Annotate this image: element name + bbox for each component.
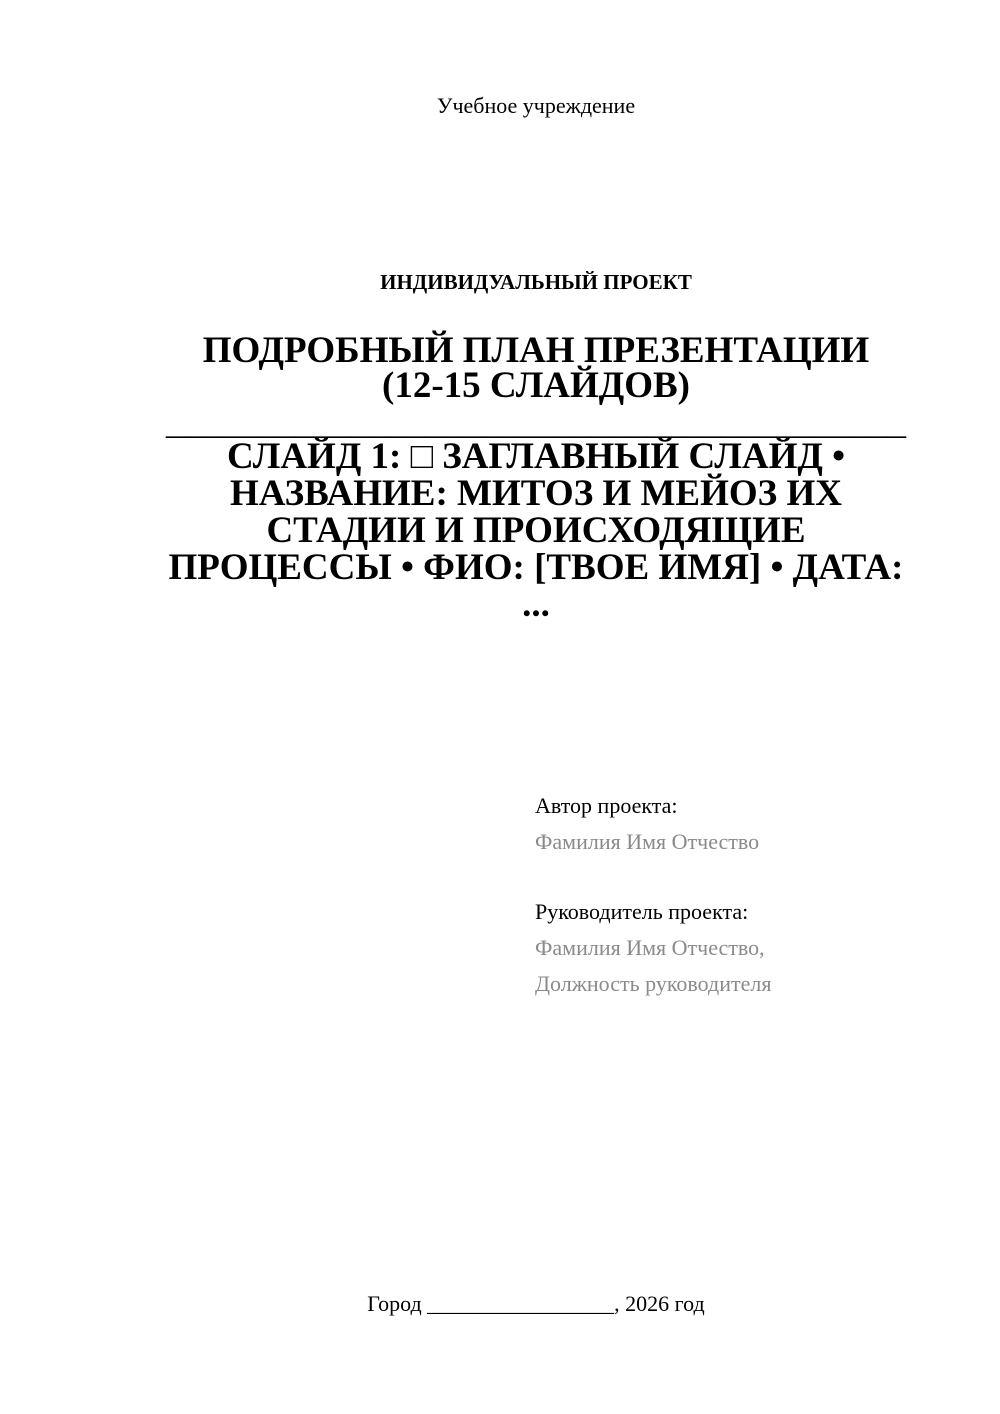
section-spacer <box>535 860 975 894</box>
project-title <box>160 330 912 406</box>
institution-name: Учебное учреждение <box>436 93 636 118</box>
slide-line-5: ... <box>522 584 550 625</box>
year-text: , 2026 год <box>614 1291 705 1316</box>
project-title-line-1: ПОДРОБНЫЙ ПЛАН ПРЕЗЕНТАЦИИ <box>202 330 870 371</box>
city-label: Город <box>367 1291 422 1316</box>
slide-line-4: ПРОЦЕССЫ • ФИО: [ТВОЕ ИМЯ] • ДАТА: <box>168 547 904 588</box>
supervisor-name: Фамилия Имя Отчество, <box>535 935 765 960</box>
project-type-heading: ИНДИВИДУАЛЬНЫЙ ПРОЕКТ <box>380 270 692 294</box>
city-blank: _________________ <box>427 1291 615 1316</box>
project-title-line-2: (12-15 СЛАЙДОВ) <box>382 365 690 406</box>
author-name: Фамилия Имя Отчество <box>535 829 760 854</box>
supervisor-label: Руководитель проекта: <box>535 899 749 924</box>
title-underline: ________________________________________ <box>166 404 906 438</box>
author-label: Автор проекта: <box>535 793 678 818</box>
slide-description <box>160 404 912 623</box>
slide-line-3: СТАДИИ И ПРОИСХОДЯЩИЕ <box>266 510 806 551</box>
slide-line-1: СЛАЙД 1: □ ЗАГЛАВНЫЙ СЛАЙД • <box>226 436 846 477</box>
supervisor-position: Должность руководителя <box>535 971 772 996</box>
slide-line-2: НАЗВАНИЕ: МИТОЗ И МЕЙОЗ ИХ <box>230 473 842 514</box>
authors-section <box>535 788 975 1002</box>
footer-city-year <box>0 1290 1000 1318</box>
